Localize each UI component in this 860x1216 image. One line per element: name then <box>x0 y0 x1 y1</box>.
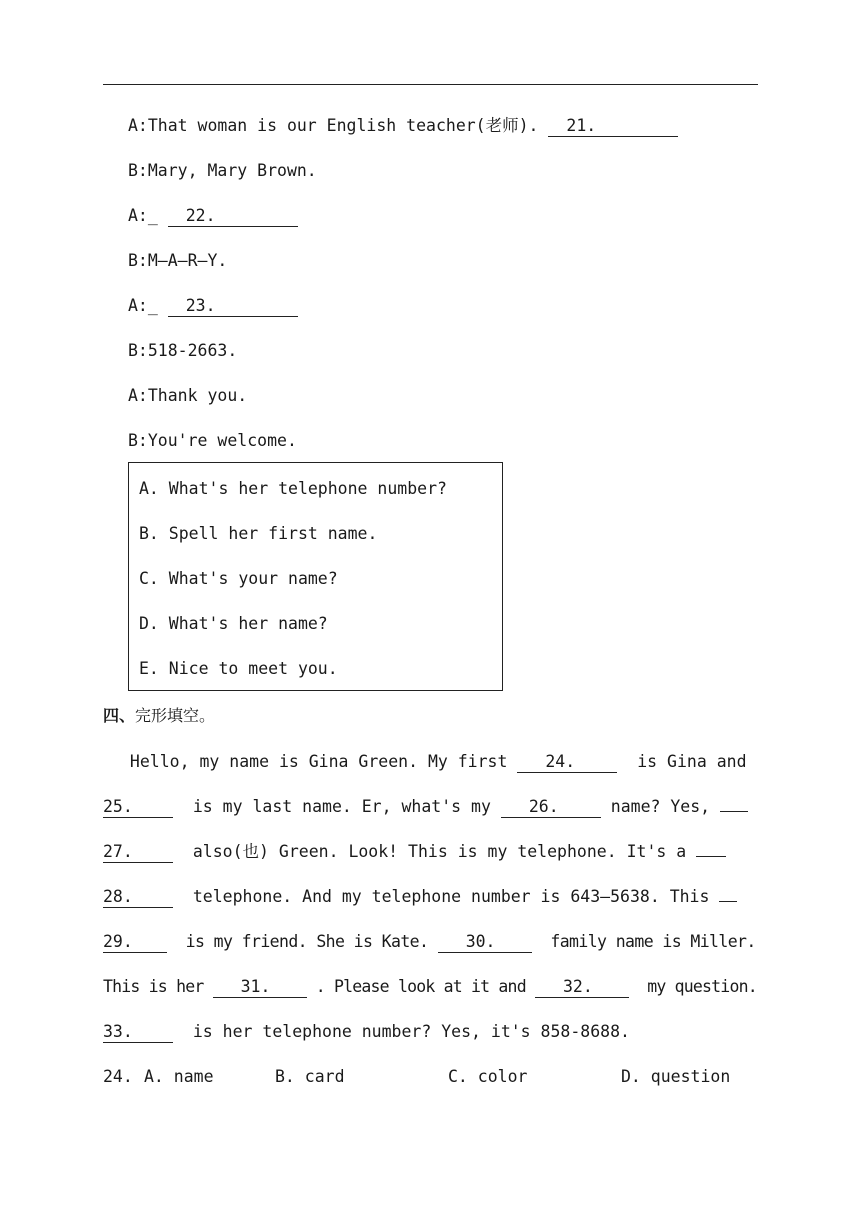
blank-number: 25. <box>103 797 133 816</box>
passage-text: is my last name. Er, what's my <box>173 797 501 816</box>
passage-text: family name is Miller. <box>531 932 756 951</box>
blank-number: 22. <box>185 206 216 225</box>
options-box <box>128 462 503 691</box>
passage-text: telephone. And my telephone number is 643—5638. This <box>173 887 720 906</box>
blank-number: 29. <box>103 932 133 951</box>
dialogue-line-3 <box>128 205 298 227</box>
blank-number: 21. <box>566 116 597 135</box>
dialogue-text: B:You're welcome. <box>128 431 297 450</box>
passage-text: is her telephone number? Yes, it's 858-8688. <box>173 1022 630 1041</box>
cloze-blank-31[interactable] <box>213 977 307 998</box>
dialogue-text: A:Thank you. <box>128 386 248 405</box>
answer-blank-23[interactable] <box>168 296 298 317</box>
blank-number: 24. <box>545 752 576 771</box>
cloze-blank-28-start[interactable] <box>696 856 726 857</box>
question-24-number: 24. <box>103 1067 133 1086</box>
cloze-blank-32[interactable] <box>535 977 629 998</box>
passage-line-3 <box>103 841 726 863</box>
answer-blank-21[interactable] <box>548 116 678 137</box>
passage-text: is Gina and <box>617 752 747 771</box>
option-b: B. Spell her first name. <box>139 524 378 543</box>
dialogue-text: A:That woman is our English teacher(老师). <box>128 116 549 135</box>
passage-line-7 <box>103 1021 630 1043</box>
passage-text: This is her <box>103 977 213 996</box>
dialogue-line-6 <box>128 340 237 362</box>
cloze-blank-29[interactable] <box>103 932 167 953</box>
section-heading <box>103 705 215 727</box>
cloze-blank-28[interactable] <box>103 887 173 908</box>
dialogue-line-2 <box>128 160 317 182</box>
passage-text: my question. <box>628 977 757 996</box>
dialogue-line-4 <box>128 250 227 272</box>
blank-number: 27. <box>103 842 133 861</box>
blank-number: 26. <box>528 797 559 816</box>
passage-text: name? Yes, <box>600 797 721 816</box>
passage-line-2 <box>103 796 748 818</box>
passage-line-5 <box>103 931 756 953</box>
dialogue-text: B:518-2663. <box>128 341 238 360</box>
dialogue-text: A:_ <box>128 296 168 315</box>
passage-text: Hello, my name is Gina Green. My first <box>120 752 518 771</box>
passage-line-6 <box>103 976 757 998</box>
dialogue-text: B:Mary, Mary Brown. <box>128 161 317 180</box>
section-number: 四、 <box>103 706 136 725</box>
cloze-blank-26[interactable] <box>501 797 601 818</box>
dialogue-line-8 <box>128 430 297 452</box>
option-d: D. What's her name? <box>139 614 328 633</box>
cloze-blank-33[interactable] <box>103 1022 173 1043</box>
answer-blank-22[interactable] <box>168 206 298 227</box>
blank-number: 23. <box>185 296 216 315</box>
blank-number: 28. <box>103 887 133 906</box>
dialogue-text: A:_ <box>128 206 168 225</box>
blank-number: 33. <box>103 1022 133 1041</box>
cloze-blank-30[interactable] <box>438 932 532 953</box>
cloze-blank-24[interactable] <box>517 752 617 773</box>
blank-number: 31. <box>240 977 271 996</box>
passage-line-1 <box>120 751 747 773</box>
q24-option-c[interactable]: C. color <box>448 1067 528 1086</box>
dialogue-text: B:M—A—R—Y. <box>128 251 228 270</box>
cloze-blank-29-start[interactable] <box>719 901 737 902</box>
dialogue-line-5 <box>128 295 298 317</box>
header-rule <box>103 84 758 85</box>
q24-option-b[interactable]: B. card <box>275 1067 345 1086</box>
option-c: C. What's your name? <box>139 569 338 588</box>
blank-number: 32. <box>562 977 593 996</box>
option-a: A. What's her telephone number? <box>139 479 447 498</box>
passage-text: . Please look at it and <box>306 977 535 996</box>
cloze-blank-25[interactable] <box>103 797 173 818</box>
dialogue-line-1 <box>128 115 678 137</box>
option-e: E. Nice to meet you. <box>139 659 338 678</box>
cloze-blank-27-start[interactable] <box>720 811 748 812</box>
passage-text: also(也) Green. Look! This is my telephone. It's a <box>173 842 697 861</box>
section-title: 完形填空。 <box>135 706 216 725</box>
passage-text: is my friend. She is Kate. <box>167 932 438 951</box>
blank-number: 30. <box>465 932 496 951</box>
dialogue-line-7 <box>128 385 247 407</box>
passage-line-4 <box>103 886 737 908</box>
q24-option-d[interactable]: D. question <box>621 1067 731 1086</box>
cloze-blank-27[interactable] <box>103 842 173 863</box>
q24-option-a[interactable]: A. name <box>144 1067 214 1086</box>
